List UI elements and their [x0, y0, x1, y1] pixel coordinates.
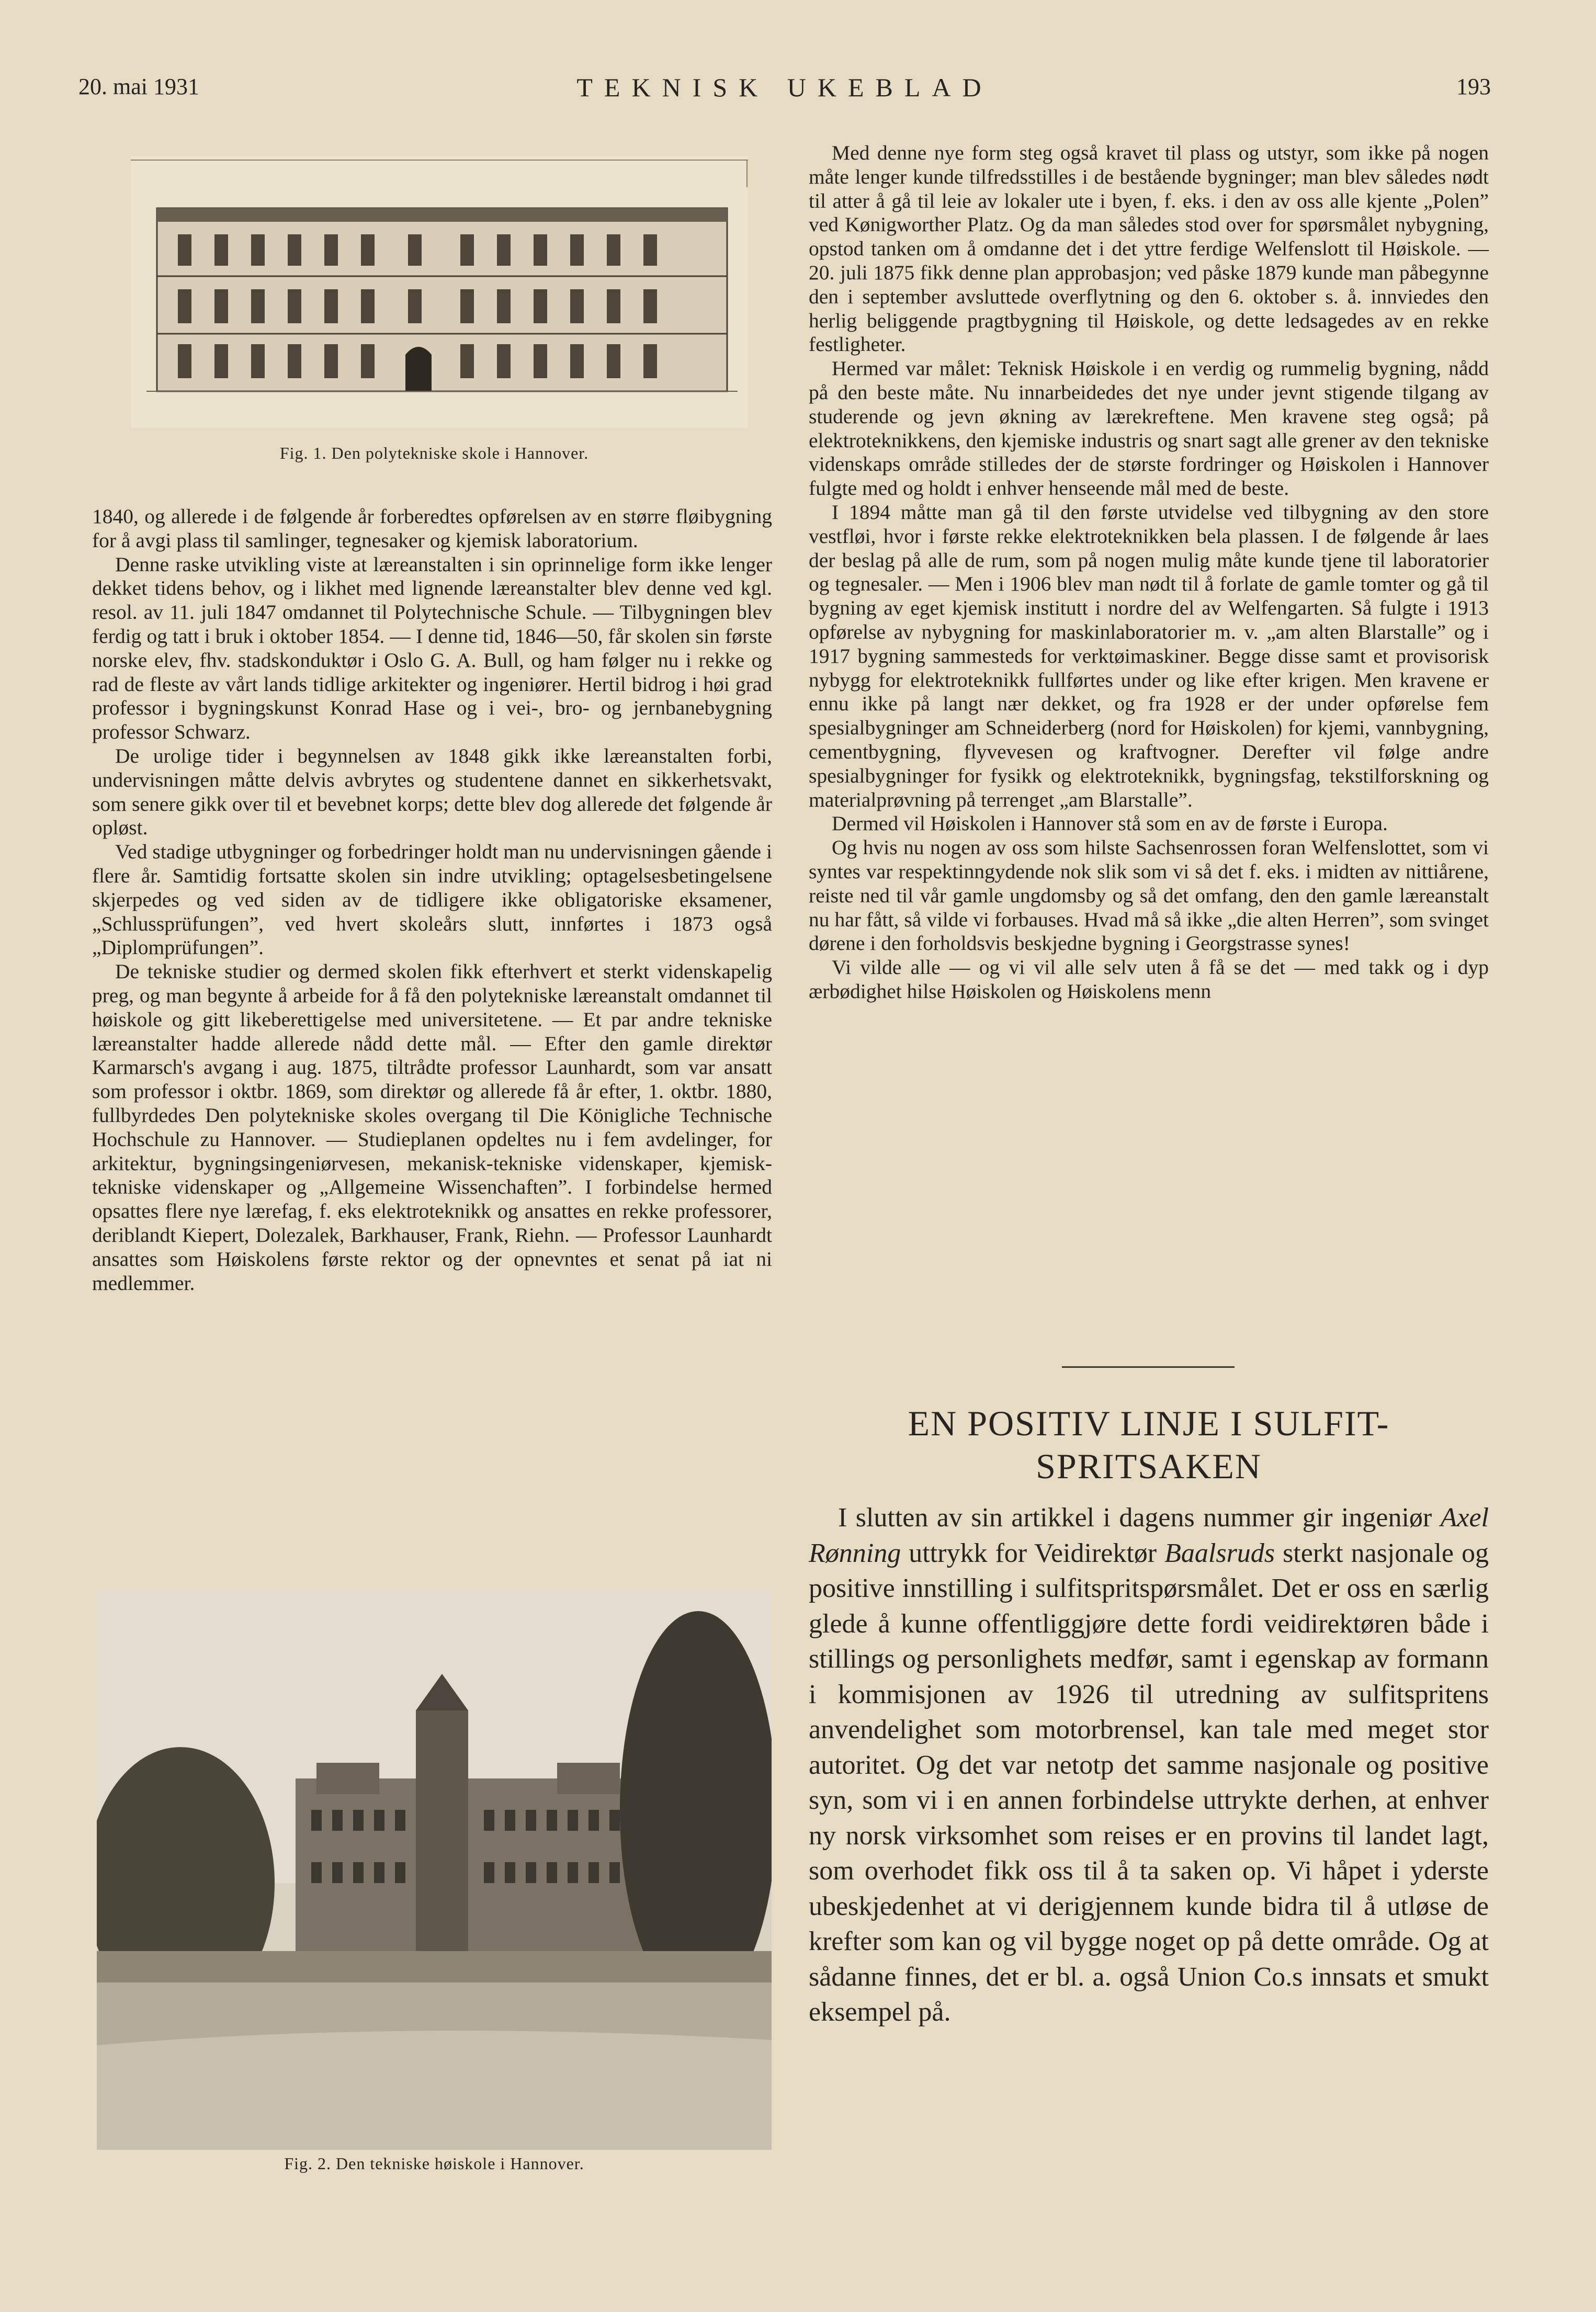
article-body	[809, 1500, 1489, 2030]
left-paragraph-1: 1840, og allerede i de følgende år forberedtes opførelsen av en større fløibygning for å avgi plass til samlinger, tegnesaker og kjemisk laboratorium.	[92, 505, 772, 552]
left-paragraph-2: Denne raske utvikling viste at læreanstalten i sin oprinnelige form ikke lenger dekket tidens behov, og i likhet med lignende læreanstalter blev denne ved kgl. resol. av 11. juli 1847 omdannet til Polytechnische Schule. — Tilbygningen blev ferdig og tatt i bruk i oktober 1854. — I denne tid, 1846—50, får skolen sin første norske elev, fhv. stadskonduktør i Oslo G. A. Bull, og ham følger nu i rekke og rad de fleste av vårt lands tidlige arkitekter og ingeniører. Hertil bidrog i høi grad professor i bygningskunst Konrad Hase og i vei-, bro- og jernbanebygning professor Schwarz.	[92, 552, 772, 744]
issue-date: 20. mai 1931	[78, 74, 199, 99]
figure-1	[94, 145, 774, 462]
figure-2-photograph	[97, 1590, 772, 2150]
figure-2	[94, 1590, 774, 2181]
right-paragraph-6: Vi vilde alle — og vi vil alle selv uten å få se det — med takk og i dyp ærbødighet hilse Høiskolen og Høiskolens menn	[809, 956, 1489, 1003]
right-paragraph-1: Med denne nye form steg også kravet til plass og utstyr, som ikke på nogen måte lenger kunde tilfredsstilles i de bestående bygninger; man blev således nødt til atter å gå til leie av lokaler ute i byen, f. eks. i den av oss alle kjente „Polen” ved Kønigworther Platz. Og da man således stod over for spørsmålet nybygning, opstod tanken om å omdanne det i det yttre ferdige Welfenslott til Høiskole. — 20. juli 1875 fikk denne plan approbasjon; ved påske 1879 kunde man påbegynne den i september avsluttede overflytning og den 6. oktober s. å. innviedes den herlig beliggende pragtbygning til Høiskole, og dette ledsagedes av en rekke festligheter.	[809, 141, 1489, 356]
article-paragraph	[809, 1500, 1489, 2030]
left-paragraph-3: De urolige tider i begynnelsen av 1848 gikk ikke læreanstalten forbi, undervisningen måtte delvis avbrytes og studentene dannet en sikkerhetsvakt, som senere gikk over til et bevebnet korps; dette blev dog allerede det følgende år opløst.	[92, 744, 772, 840]
left-paragraph-4: Ved stadige utbygninger og forbedringer holdt man nu undervisningen gående i flere år. Samtidig fortsatte skolen sin indre utvikling; optagelsesbetingelsene skjerpedes og ved siden av de tidligere ikke obligatoriske eksamener, „Schlussprüfungen”, ved hvert skoleårs slutt, innførtes i 1873 også „Diplomprüfungen”.	[92, 840, 772, 959]
journal-title: TEKNISK UKEBLAD	[576, 73, 993, 102]
article-text-1: I slutten av sin artikkel i dagens nummer gir ingeniør	[838, 1503, 1441, 1533]
article-text-3: sterkt nasjonale og positive innstilling i sulfitspritspørsmålet. Det er oss en særlig glede å kunne offentliggjøre dette fordi veidirektøren både i stillings og personlighets medfør, samt i egenskap av formann i kommisjonen av 1926 til utredning av sulfitspritens anvendelighet som motorbrensel, kan tale med meget stor autoritet. Og det var netotp det samme nasjonale og positive syn, som vi i en annen forbindelse uttrykte derhen, at enhver ny norsk virksomhet som reises er en provins til landet lagt, som overhodet fikk oss til å ta saken op. Vi håpet i yderste ubeskjedenhet at vi derigjennem kunde bidra til å utløse de krefter som kan og vil bygge noget op på dette område. Og at sådanne finnes, det er bl. a. også Union Co.s innsats et smukt eksempel på.	[809, 1538, 1489, 2027]
article-director: Baalsruds	[1164, 1538, 1275, 1568]
section-divider	[1062, 1366, 1235, 1368]
left-paragraph-5: De tekniske studier og dermed skolen fikk efterhvert et sterkt videnskapelig preg, og man begynte å arbeide for å få den polytekniske læreanstalt omdannet til høiskole og gitt likeberettigelse med universitetene. — Et par andre tekniske læreanstalter hadde allerede nådd dette mål. — Efter den gamle direktør Karmarsch's avgang i aug. 1875, tiltrådte professor Launhardt, som var ansatt som professor i oktbr. 1869, som direktør og allerede få år efter, 1. oktbr. 1880, fullbyrdedes Den polytekniske skoles overgang til Die Königliche Technische Hochschule zu Hannover. — Studieplanen opdeltes nu i fem avdelinger, for arkitektur, bygningsingeniørvesen, mekanisk-tekniske videnskaper, kjemisk-tekniske videnskaper og „Allgemeine Wissenchaften”. I forbindelse hermed opsattes flere nye lærefag, f. eks elektroteknikk og ansattes en rekke professorer, deriblandt Kiepert, Dolezalek, Barkhauser, Frank, Riehn. — Professor Launhardt ansattes som Høiskolens første rektor og der opnevntes et senat på iat ni medlemmer.	[92, 960, 772, 1295]
article-author: Axel Rønning	[809, 1503, 1489, 1568]
page-header	[78, 68, 1491, 110]
article-text-2: uttrykk for Veidirektør	[901, 1538, 1165, 1568]
right-paragraph-2: Hermed var målet: Teknisk Høiskole i en verdig og rummelig bygning, nådd på den beste måte. Nu innarbeidedes det nye under jevnt stigende tilgang av studerende og jevn økning av lærekreftene. Men kravene steg også; på elektroteknikkens, den kjemiske industris og snart sagt alle grener av den tekniske videnskaps område stilledes der de største fordringer og Høiskolen i Hannover fulgte med og holdt i enhver henseende mål med de beste.	[809, 357, 1489, 500]
right-column	[809, 141, 1489, 1004]
left-column	[92, 505, 772, 1295]
figure-1-engraving	[131, 156, 748, 428]
headline-line-2: SPRITSAKEN	[1036, 1446, 1262, 1486]
article-headline	[809, 1402, 1489, 1488]
headline-line-1: EN POSITIV LINJE I SULFIT-	[908, 1403, 1390, 1443]
figure-2-caption: Fig. 2. Den tekniske høiskole i Hannover.	[284, 2154, 584, 2173]
right-paragraph-4: Dermed vil Høiskolen i Hannover stå som en av de første i Europa.	[832, 812, 1388, 835]
figure-1-caption: Fig. 1. Den polytekniske skole i Hannover.	[279, 444, 589, 462]
right-paragraph-5: Og hvis nu nogen av oss som hilste Sachsenrossen foran Welfenslottet, som vi syntes var respektinngydende nok slik som vi så det f. eks. i midten av nittiårene, reiste ned til vår gamle ungdomsby og så det omfang, den den gamle læreanstalt nu har fått, så vilde vi forbauses. Hvad må så ikke „die alten Herren”, som svinget dørene i den forholdsvis beskjedne bygning i Georgstrasse synes!	[809, 836, 1489, 955]
right-paragraph-3: I 1894 måtte man gå til den første utvidelse ved tilbygning av den store vestfløi, hvor i første rekke elektroteknikken bela plassen. I de følgende år laes der beslag på alle de rum, som på nogen mulig måte kunde tjene til laboratorier og tegnesaler. — Men i 1906 blev man nødt til å forlate de gamle tomter og gå til bygning av eget kjemisk institutt i nordre del av Welfengarten. Så fulgte i 1913 opførelse av nybygning for maskinlaboratorier m. v. „am alten Blarstalle” og i 1917 bygning sammesteds for verktøimaskiner. Begge disse samt et provisorisk nybygg for elektroteknikk fullførtes under og like efter krigen. Men kravene er ennu ikke på langt nær dekket, og fra 1928 er der under opførelse fem spesialbygninger am Schneiderberg (nord for Høiskolen) for kjemi, vannbygning, cementbygning, flyvevesen og kraftvogner. Derefter vil følge andre spesialbygninger for fysikk og elektroteknikk, bygningsfag, tekstilforskning og materialprøvning på terrenget „am Blarstalle”.	[809, 500, 1489, 811]
page-number: 193	[1456, 74, 1491, 99]
